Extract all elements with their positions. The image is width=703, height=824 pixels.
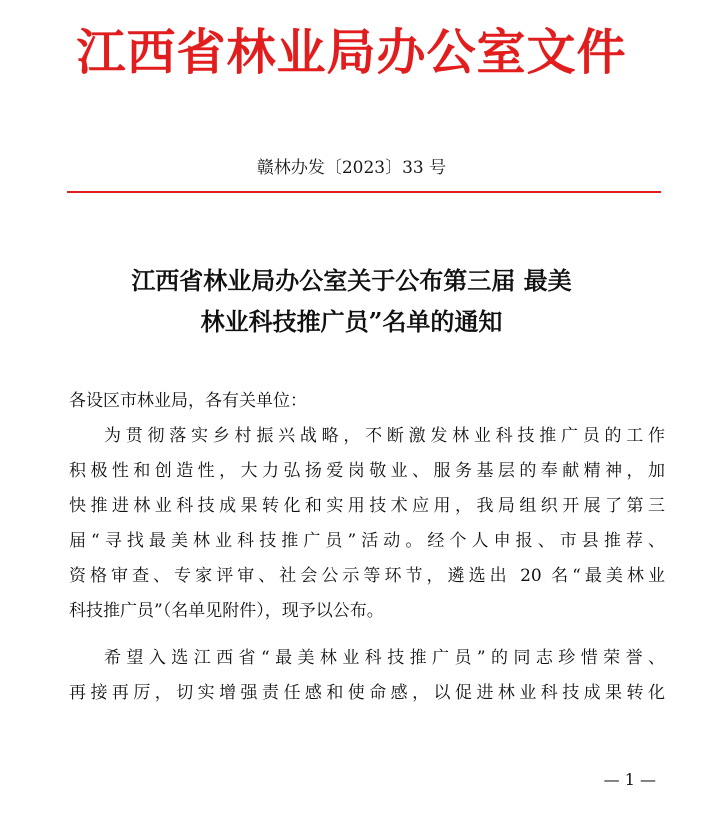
document-body — [69, 384, 665, 711]
paragraph-gap — [69, 629, 665, 641]
title-line-1: 江西省林业局办公室关于公布第三届 最美 — [131, 266, 572, 295]
paragraph-1-line-2: 积极性和创造性，大力弘扬爱岗敬业、服务基层的奉献精神，加 — [69, 461, 665, 481]
paragraph-1-line-6: 科技推广员”（名单见附件），现予以公布。 — [69, 601, 384, 621]
title-line-2: 林业科技推广员”名单的通知 — [200, 307, 503, 336]
page-number: — 1 — — [603, 770, 656, 789]
paragraph-1-line-4: 届“寻找最美林业科技推广员”活动。经个人申报、市县推荐、 — [69, 531, 665, 551]
red-divider-line — [67, 191, 661, 193]
document-title — [40, 260, 663, 342]
paragraph-1-line-5: 资格审查、专家评审、社会公示等环节，遴选出 20 名“最美林业 — [69, 566, 665, 586]
salutation: 各设区市林业局，各有关单位： — [69, 391, 307, 411]
paragraph-2-line-1: 希望入选江西省“最美林业科技推广员”的同志珍惜荣誉、 — [104, 648, 665, 668]
paragraph-1-line-3: 快推进林业科技成果转化和实用技术应用，我局组织开展了第三 — [69, 496, 665, 516]
masthead-issuer: 江西省林业局办公室文件 — [76, 23, 627, 81]
paragraph-2-line-2: 再接再厉，切实增强责任感和使命感，以促进林业科技成果转化 — [69, 683, 665, 703]
paragraph-1-line-1: 为贯彻落实乡村振兴战略，不断激发林业科技推广员的工作 — [104, 426, 665, 446]
document-number: 赣林办发〔2023〕33 号 — [256, 158, 447, 178]
